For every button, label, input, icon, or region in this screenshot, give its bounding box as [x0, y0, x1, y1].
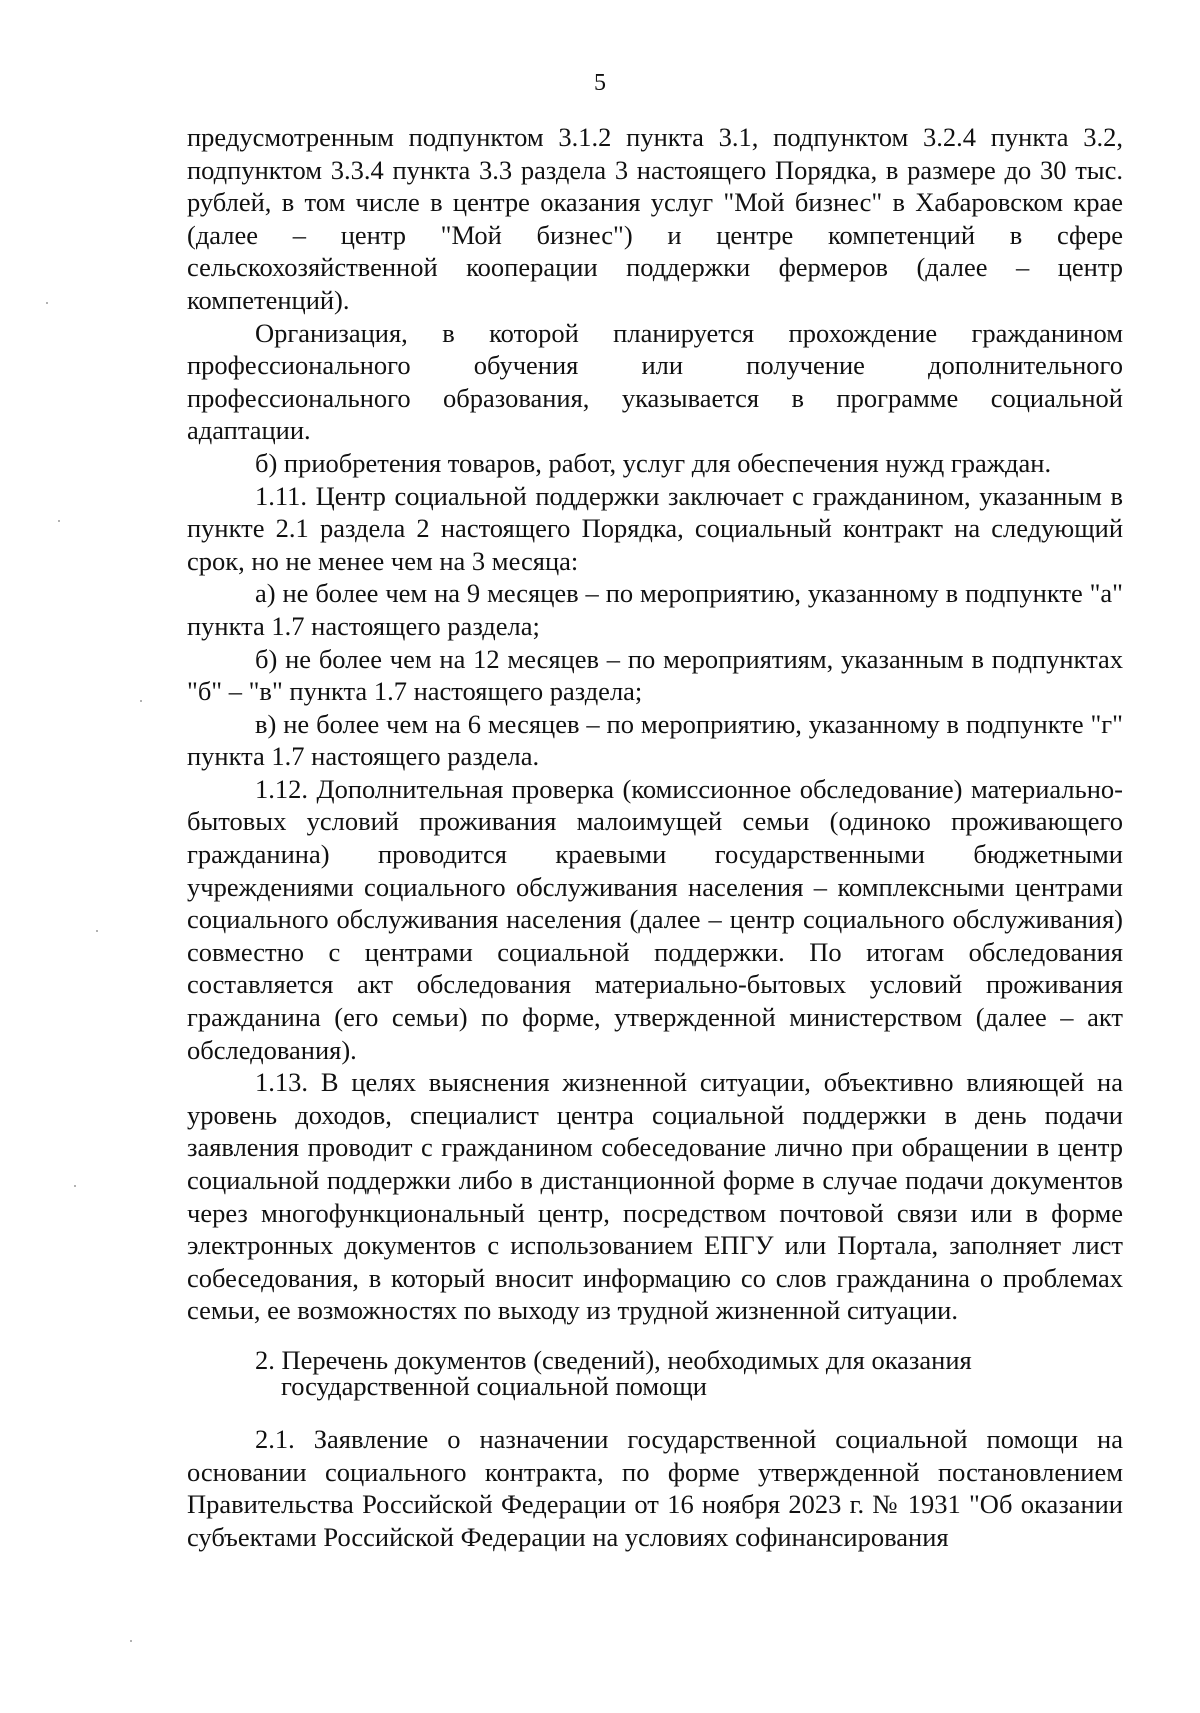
scan-artifact — [96, 930, 98, 932]
scan-artifact — [140, 700, 142, 702]
scan-artifact — [130, 1640, 132, 1642]
section-heading — [187, 1344, 1123, 1401]
paragraph-1-13: 1.13. В целях выяснения жизненной ситуации, объективно влияющей на уровень доходов, специалист центра социальной поддержки в день подачи заявления проводит с гражданином собеседование лично при обращении в центр социальной поддержки либо в дистанционной форме в случае подачи документов через многофункциональный центр, посредством почтовой связи или в форме электронных документов с использованием ЕПГУ или Портала, заполняет лист собеседования, в который вносит информацию со слов гражданина о проблемах семьи, ее возможностях по выходу из трудной жизненной ситуации. — [187, 1067, 1123, 1326]
scan-artifact — [74, 1185, 76, 1187]
paragraph-term-a: а) не более чем на 9 месяцев – по мероприятию, указанному в подпункте "а" пункта 1.7 настоящего раздела; — [187, 578, 1123, 641]
paragraph-term-b: б) не более чем на 12 месяцев – по мероприятиям, указанным в подпунктах "б" – "в" пункта 1.7 настоящего раздела; — [187, 643, 1123, 707]
scan-artifact — [46, 302, 48, 304]
scan-artifact — [58, 520, 60, 522]
section-heading-line-1: 2. Перечень документов (сведений), необходимых для оказания — [255, 1344, 972, 1375]
paragraph-1-12: 1.12. Дополнительная проверка (комиссионное обследование) материально-бытовых условий проживания малоимущей семьи (одиноко проживающего гражданина) проводится краевыми государственными бюджетными учреждениями социального обслуживания населения – комплексными центрами социального обслуживания населения (далее – центр социального обслуживания) совместно с центрами социальной поддержки. По итогам обследования составляется акт обследования материально-бытовых условий проживания гражданина (его семьи) по форме, утвержденной министерством (далее – акт обследования). — [187, 773, 1123, 1065]
page-number: 5 — [594, 70, 606, 96]
paragraph-organization: Организация, в которой планируется прохождение гражданином профессионального обучения или получение дополнительного профессионального образования, указывается в программе социальной адаптации. — [187, 317, 1123, 446]
paragraph-1-11: 1.11. Центр социальной поддержки заключает с гражданином, указанным в пункте 2.1 раздела 2 настоящего Порядка, социальный контракт на следующий срок, но не менее чем на 3 месяца: — [187, 480, 1123, 576]
section-heading-line-2: государственной социальной помощи — [281, 1370, 707, 1401]
paragraph-item-b-purchase: б) приобретения товаров, работ, услуг для обеспечения нужд граждан. — [255, 447, 1052, 478]
document-body — [187, 121, 1123, 1553]
paragraph-2-1: 2.1. Заявление о назначении государственной социальной помощи на основании социального контракта, по форме утвержденной постановлением Правительства Российской Федерации от 16 ноября 2023 г. № 1931 "Об оказании субъектами Российской Федерации на условиях софинансирования — [187, 1423, 1123, 1552]
paragraph-continuation: предусмотренным подпунктом 3.1.2 пункта 3.1, подпунктом 3.2.4 пункта 3.2, подпунктом 3.3.4 пункта 3.3 раздела 3 настоящего Порядка, в размере до 30 тыс. рублей, в том числе в центре оказания услуг "Мой бизнес" в Хабаровском крае (далее – центр "Мой бизнес") и центре компетенций в сфере сельскохозяйственной кооперации поддержки фермеров (далее – центр компетенций). — [187, 122, 1123, 315]
paragraph-term-v: в) не более чем на 6 месяцев – по мероприятию, указанному в подпункте "г" пункта 1.7 настоящего раздела. — [187, 708, 1123, 772]
